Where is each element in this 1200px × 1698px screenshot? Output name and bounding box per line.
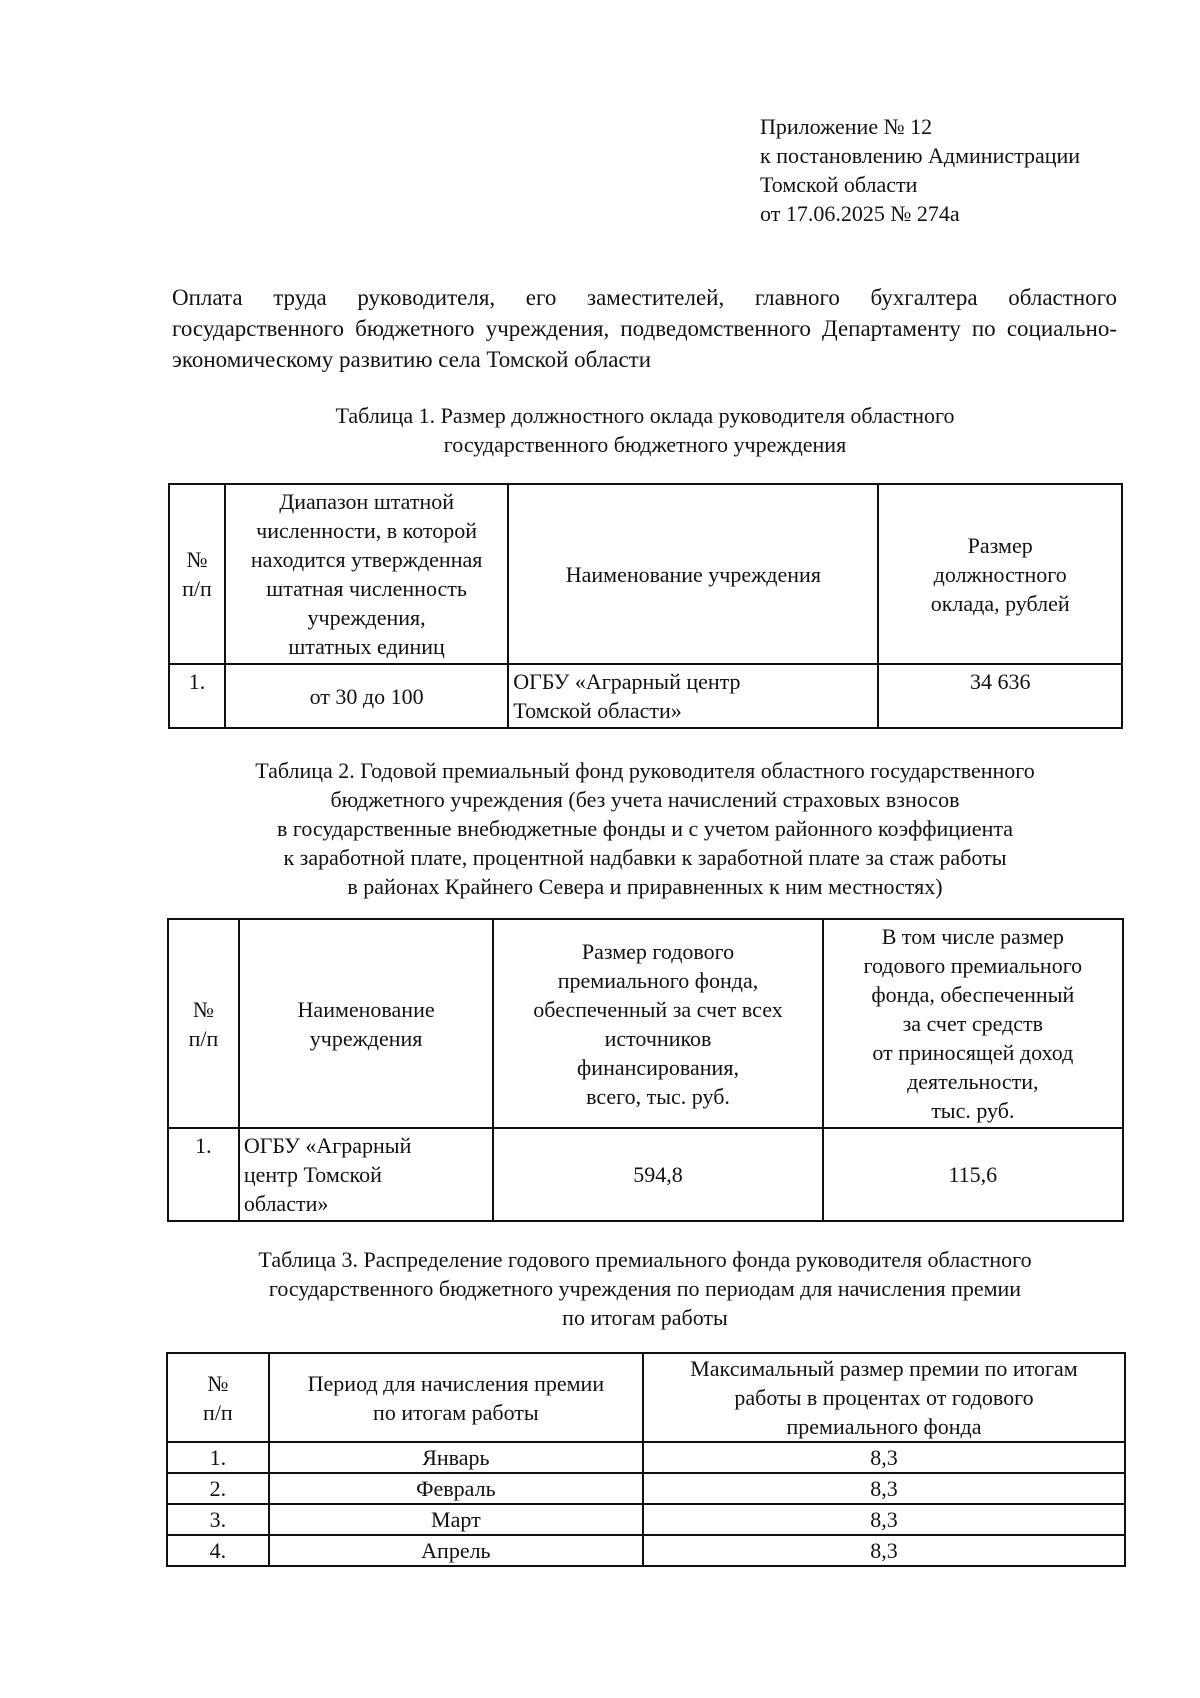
cell-max-bonus: 8,3 xyxy=(643,1504,1125,1535)
cell-income-fund: 115,6 xyxy=(823,1128,1123,1221)
table-row xyxy=(168,1128,1123,1221)
table-row xyxy=(167,1535,1125,1566)
cell-period: Март xyxy=(269,1504,643,1535)
table-row xyxy=(169,664,1122,728)
table2 xyxy=(167,918,1124,1222)
cell-number: 1. xyxy=(169,664,225,728)
table-row xyxy=(167,1473,1125,1504)
appendix-number: Приложение № 12 xyxy=(760,114,933,139)
table-row xyxy=(167,1504,1125,1535)
cell-number: 1. xyxy=(168,1128,239,1221)
header-cell-institution: Наименование учреждения xyxy=(508,484,878,664)
header-cell-staff-range: Диапазон штатной численности, в которой находится утвержденная штатная численность учреждения, штатных единиц xyxy=(225,484,508,664)
document-heading: Оплата труда руководителя, его заместителей, главного бухгалтера областного государственного бюджетного учреждения, подведомственного Департаменту по социально-экономическому развитию села Томской области xyxy=(172,285,1117,372)
cell-institution: ОГБУ «Аграрный центр Томской области» xyxy=(508,664,878,728)
appendix-resolution: к постановлению Администрации xyxy=(760,143,1081,168)
header-cell-period: Период для начисления премии по итогам работы xyxy=(269,1353,643,1442)
cell-max-bonus: 8,3 xyxy=(643,1473,1125,1504)
header-cell-income-fund: В том числе размер годового премиального фонда, обеспеченный за счет средств от приносящей доход деятельности, тыс. руб. xyxy=(823,919,1123,1128)
header-cell-number: № п/п xyxy=(168,919,239,1128)
header-cell-institution: Наименование учреждения xyxy=(239,919,494,1128)
cell-salary: 34 636 xyxy=(878,664,1122,728)
cell-number: 1. xyxy=(167,1442,269,1473)
table1 xyxy=(168,483,1123,729)
table3-caption-line: Таблица 3. Распределение годового премиального фонда руководителя областного xyxy=(258,1247,1032,1272)
cell-max-bonus: 8,3 xyxy=(643,1535,1125,1566)
cell-institution: ОГБУ «Аграрный центр Томской области» xyxy=(239,1128,494,1221)
cell-total-fund: 594,8 xyxy=(493,1128,822,1221)
table3-caption xyxy=(160,1245,1130,1332)
cell-period: Январь xyxy=(269,1442,643,1473)
header-cell-number: № п/п xyxy=(167,1353,269,1442)
table2-caption-line: Таблица 2. Годовой премиальный фонд руководителя областного государственного xyxy=(255,758,1035,783)
table1-caption-line: государственного бюджетного учреждения xyxy=(443,432,847,457)
table2-caption xyxy=(160,756,1130,901)
header-cell-number: № п/п xyxy=(169,484,225,664)
appendix-block xyxy=(760,112,1080,228)
cell-number: 4. xyxy=(167,1535,269,1566)
table1-caption-line: Таблица 1. Размер должностного оклада руководителя областного xyxy=(335,403,955,428)
cell-period: Апрель xyxy=(269,1535,643,1566)
table-header-row xyxy=(169,484,1122,664)
table1-caption xyxy=(160,401,1130,459)
table3 xyxy=(166,1352,1126,1567)
table3-caption-line: государственного бюджетного учреждения по периодам для начисления премии xyxy=(268,1276,1022,1301)
cell-staff-range: от 30 до 100 xyxy=(225,664,508,728)
header-cell-total-fund: Размер годового премиального фонда, обеспеченный за счет всех источников финансирования, всего, тыс. руб. xyxy=(493,919,822,1128)
table2-caption-line: в районах Крайнего Севера и приравненных к ним местностях) xyxy=(347,874,943,899)
table2-caption-line: в государственные внебюджетные фонды и с учетом районного коэффициента xyxy=(277,816,1013,841)
appendix-region: Томской области xyxy=(760,172,918,197)
header-cell-salary: Размер должностного оклада, рублей xyxy=(878,484,1122,664)
appendix-date: от 17.06.2025 № 274а xyxy=(760,201,960,226)
cell-period: Февраль xyxy=(269,1473,643,1504)
table-row xyxy=(167,1442,1125,1473)
table2-caption-line: бюджетного учреждения (без учета начислений страховых взносов xyxy=(330,787,960,812)
cell-number: 3. xyxy=(167,1504,269,1535)
table-header-row xyxy=(168,919,1123,1128)
header-cell-max-bonus: Максимальный размер премии по итогам работы в процентах от годового премиального фонда xyxy=(643,1353,1125,1442)
cell-max-bonus: 8,3 xyxy=(643,1442,1125,1473)
table-header-row xyxy=(167,1353,1125,1442)
cell-number: 2. xyxy=(167,1473,269,1504)
table3-caption-line: по итогам работы xyxy=(562,1305,728,1330)
table2-caption-line: к заработной плате, процентной надбавки к заработной плате за стаж работы xyxy=(283,845,1007,870)
